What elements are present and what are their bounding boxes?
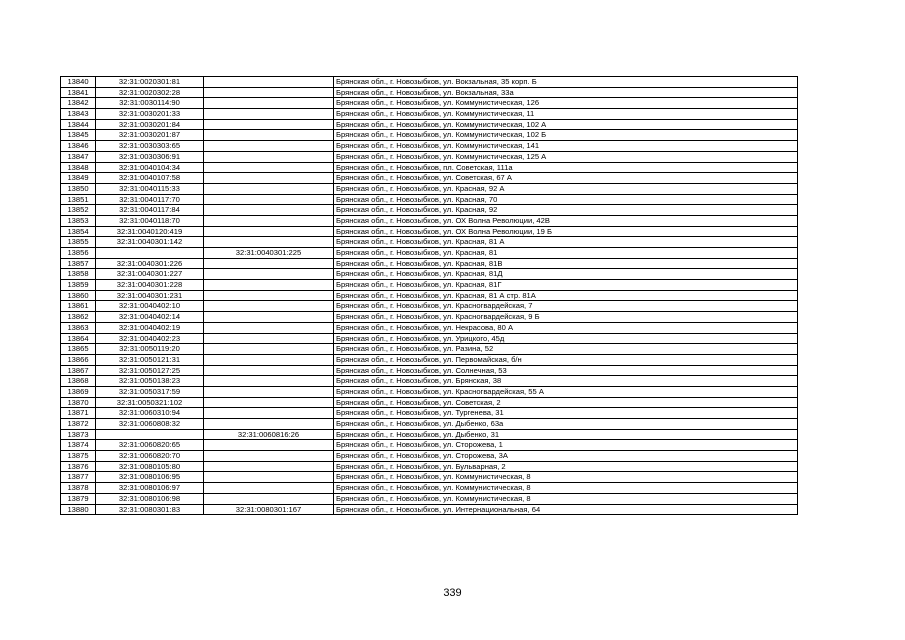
table-row <box>61 483 798 494</box>
building-cadastral-number-cell <box>204 183 334 194</box>
cadastral-number-cell: 32:31:0020301:81 <box>96 77 204 88</box>
row-number-cell: 13869 <box>61 386 96 397</box>
building-cadastral-number-cell <box>204 151 334 162</box>
building-cadastral-number-cell <box>204 87 334 98</box>
cadastral-number-cell: 32:31:0050127:25 <box>96 365 204 376</box>
building-cadastral-number-cell <box>204 354 334 365</box>
table-row <box>61 269 798 280</box>
building-cadastral-number-cell <box>204 237 334 248</box>
row-number-cell: 13878 <box>61 483 96 494</box>
table-row <box>61 141 798 152</box>
cadastral-number-cell: 32:31:0040120:419 <box>96 226 204 237</box>
row-number-cell: 13848 <box>61 162 96 173</box>
address-cell: Брянская обл., г. Новозыбков, ул. Коммунистическая, 125 А <box>334 151 798 162</box>
row-number-cell: 13876 <box>61 461 96 472</box>
table-row <box>61 440 798 451</box>
cadastral-number-cell: 32:31:0040104:34 <box>96 162 204 173</box>
address-cell: Брянская обл., г. Новозыбков, ул. Красногвардейская, 55 А <box>334 386 798 397</box>
building-cadastral-number-cell <box>204 461 334 472</box>
building-cadastral-number-cell <box>204 130 334 141</box>
address-cell: Брянская обл., г. Новозыбков, ул. Коммунистическая, 126 <box>334 98 798 109</box>
address-cell: Брянская обл., г. Новозыбков, ул. Красногвардейская, 9 Б <box>334 312 798 323</box>
row-number-cell: 13851 <box>61 194 96 205</box>
row-number-cell: 13855 <box>61 237 96 248</box>
row-number-cell: 13843 <box>61 109 96 120</box>
address-cell: Брянская обл., г. Новозыбков, ул. Коммунистическая, 141 <box>334 141 798 152</box>
table-row <box>61 344 798 355</box>
address-cell: Брянская обл., г. Новозыбков, ул. Вокзальная, 35 корп. Б <box>334 77 798 88</box>
address-cell: Брянская обл., г. Новозыбков, ул. Тургенева, 31 <box>334 408 798 419</box>
table-row <box>61 504 798 515</box>
table-row <box>61 173 798 184</box>
cadastral-number-cell: 32:31:0040115:33 <box>96 183 204 194</box>
building-cadastral-number-cell <box>204 205 334 216</box>
cadastral-number-cell: 32:31:0080106:97 <box>96 483 204 494</box>
address-cell: Брянская обл., г. Новозыбков, ул. Красная, 81Д <box>334 269 798 280</box>
row-number-cell: 13853 <box>61 215 96 226</box>
building-cadastral-number-cell <box>204 215 334 226</box>
table-row <box>61 226 798 237</box>
cadastral-number-cell: 32:31:0050317:59 <box>96 386 204 397</box>
page-number: 339 <box>443 587 462 599</box>
row-number-cell: 13868 <box>61 376 96 387</box>
cadastral-number-cell: 32:31:0080105:80 <box>96 461 204 472</box>
cadastral-number-cell: 32:31:0030201:87 <box>96 130 204 141</box>
table-row <box>61 461 798 472</box>
building-cadastral-number-cell <box>204 344 334 355</box>
row-number-cell: 13854 <box>61 226 96 237</box>
table-row <box>61 322 798 333</box>
table-row <box>61 77 798 88</box>
cadastral-number-cell: 32:31:0040301:227 <box>96 269 204 280</box>
address-cell: Брянская обл., г. Новозыбков, ул. Сторожева, 1 <box>334 440 798 451</box>
cadastral-number-cell: 32:31:0040301:142 <box>96 237 204 248</box>
table-row <box>61 376 798 387</box>
cadastral-number-cell: 32:31:0050138:23 <box>96 376 204 387</box>
building-cadastral-number-cell: 32:31:0060816:26 <box>204 429 334 440</box>
row-number-cell: 13844 <box>61 119 96 130</box>
row-number-cell: 13850 <box>61 183 96 194</box>
cadastral-number-cell: 32:31:0030201:33 <box>96 109 204 120</box>
address-cell: Брянская обл., г. Новозыбков, ул. Первомайская, б/н <box>334 354 798 365</box>
table-row <box>61 301 798 312</box>
registry-table-body <box>61 77 798 515</box>
table-row <box>61 151 798 162</box>
building-cadastral-number-cell <box>204 312 334 323</box>
cadastral-number-cell: 32:31:0030201:84 <box>96 119 204 130</box>
building-cadastral-number-cell <box>204 162 334 173</box>
row-number-cell: 13847 <box>61 151 96 162</box>
row-number-cell: 13845 <box>61 130 96 141</box>
cadastral-number-cell: 32:31:0050321:102 <box>96 397 204 408</box>
table-row <box>61 162 798 173</box>
address-cell: Брянская обл., г. Новозыбков, ул. Интернациональная, 64 <box>334 504 798 515</box>
table-row <box>61 429 798 440</box>
address-cell: Брянская обл., г. Новозыбков, ул. Бульварная, 2 <box>334 461 798 472</box>
row-number-cell: 13867 <box>61 365 96 376</box>
row-number-cell: 13879 <box>61 493 96 504</box>
address-cell: Брянская обл., г. Новозыбков, ул. Дыбенко, 63а <box>334 419 798 430</box>
table-row <box>61 290 798 301</box>
address-cell: Брянская обл., г. Новозыбков, ул. Коммунистическая, 8 <box>334 483 798 494</box>
row-number-cell: 13866 <box>61 354 96 365</box>
building-cadastral-number-cell <box>204 173 334 184</box>
cadastral-number-cell: 32:31:0040117:84 <box>96 205 204 216</box>
property-registry-table <box>60 76 798 515</box>
address-cell: Брянская обл., г. Новозыбков, ул. Красная, 70 <box>334 194 798 205</box>
row-number-cell: 13860 <box>61 290 96 301</box>
building-cadastral-number-cell <box>204 419 334 430</box>
row-number-cell: 13870 <box>61 397 96 408</box>
address-cell: Брянская обл., г. Новозыбков, ул. ОХ Волна Революции, 42В <box>334 215 798 226</box>
table-row <box>61 248 798 259</box>
building-cadastral-number-cell <box>204 194 334 205</box>
building-cadastral-number-cell <box>204 365 334 376</box>
row-number-cell: 13842 <box>61 98 96 109</box>
cadastral-number-cell: 32:31:0050121:31 <box>96 354 204 365</box>
row-number-cell: 13875 <box>61 451 96 462</box>
building-cadastral-number-cell <box>204 290 334 301</box>
row-number-cell: 13874 <box>61 440 96 451</box>
building-cadastral-number-cell <box>204 280 334 291</box>
cadastral-number-cell: 32:31:0020302:28 <box>96 87 204 98</box>
address-cell: Брянская обл., г. Новозыбков, ул. Дыбенко, 31 <box>334 429 798 440</box>
table-row <box>61 472 798 483</box>
cadastral-number-cell: 32:31:0040402:19 <box>96 322 204 333</box>
table-row <box>61 397 798 408</box>
table-row <box>61 109 798 120</box>
cadastral-number-cell: 32:31:0040118:70 <box>96 215 204 226</box>
cadastral-number-cell: 32:31:0040301:228 <box>96 280 204 291</box>
address-cell: Брянская обл., г. Новозыбков, ул. Разина, 52 <box>334 344 798 355</box>
row-number-cell: 13877 <box>61 472 96 483</box>
table-row <box>61 280 798 291</box>
table-row <box>61 312 798 323</box>
address-cell: Брянская обл., г. Новозыбков, ул. Красная, 81 А <box>334 237 798 248</box>
building-cadastral-number-cell <box>204 451 334 462</box>
address-cell: Брянская обл., г. Новозыбков, ул. Коммунистическая, 8 <box>334 493 798 504</box>
row-number-cell: 13873 <box>61 429 96 440</box>
row-number-cell: 13880 <box>61 504 96 515</box>
cadastral-number-cell: 32:31:0060820:70 <box>96 451 204 462</box>
building-cadastral-number-cell <box>204 472 334 483</box>
address-cell: Брянская обл., г. Новозыбков, ул. ОХ Волна Революции, 19 Б <box>334 226 798 237</box>
cadastral-number-cell: 32:31:0060820:65 <box>96 440 204 451</box>
cadastral-number-cell <box>96 248 204 259</box>
address-cell: Брянская обл., г. Новозыбков, ул. Советская, 2 <box>334 397 798 408</box>
building-cadastral-number-cell <box>204 269 334 280</box>
building-cadastral-number-cell <box>204 226 334 237</box>
cadastral-number-cell: 32:31:0040107:58 <box>96 173 204 184</box>
building-cadastral-number-cell: 32:31:0080301:167 <box>204 504 334 515</box>
table-row <box>61 215 798 226</box>
row-number-cell: 13840 <box>61 77 96 88</box>
address-cell: Брянская обл., г. Новозыбков, ул. Коммунистическая, 102 Б <box>334 130 798 141</box>
building-cadastral-number-cell <box>204 397 334 408</box>
table-row <box>61 365 798 376</box>
address-cell: Брянская обл., г. Новозыбков, ул. Красная, 81 <box>334 248 798 259</box>
address-cell: Брянская обл., г. Новозыбков, ул. Сторожева, 3А <box>334 451 798 462</box>
address-cell: Брянская обл., г. Новозыбков, ул. Солнечная, 53 <box>334 365 798 376</box>
row-number-cell: 13846 <box>61 141 96 152</box>
table-row <box>61 333 798 344</box>
address-cell: Брянская обл., г. Новозыбков, ул. Коммунистическая, 102 А <box>334 119 798 130</box>
cadastral-number-cell: 32:31:0080106:95 <box>96 472 204 483</box>
row-number-cell: 13849 <box>61 173 96 184</box>
row-number-cell: 13865 <box>61 344 96 355</box>
row-number-cell: 13861 <box>61 301 96 312</box>
table-row <box>61 119 798 130</box>
row-number-cell: 13863 <box>61 322 96 333</box>
building-cadastral-number-cell <box>204 483 334 494</box>
row-number-cell: 13857 <box>61 258 96 269</box>
address-cell: Брянская обл., г. Новозыбков, ул. Коммунистическая, 11 <box>334 109 798 120</box>
table-row <box>61 237 798 248</box>
table-row <box>61 451 798 462</box>
cadastral-number-cell: 32:31:0080301:83 <box>96 504 204 515</box>
cadastral-number-cell: 32:31:0040117:70 <box>96 194 204 205</box>
cadastral-number-cell: 32:31:0030306:91 <box>96 151 204 162</box>
building-cadastral-number-cell <box>204 77 334 88</box>
row-number-cell: 13864 <box>61 333 96 344</box>
address-cell: Брянская обл., г. Новозыбков, ул. Урицкого, 45д <box>334 333 798 344</box>
building-cadastral-number-cell <box>204 109 334 120</box>
address-cell: Брянская обл., г. Новозыбков, пл. Советская, 111а <box>334 162 798 173</box>
cadastral-number-cell: 32:31:0030114:90 <box>96 98 204 109</box>
address-cell: Брянская обл., г. Новозыбков, ул. Красная, 92 <box>334 205 798 216</box>
row-number-cell: 13841 <box>61 87 96 98</box>
building-cadastral-number-cell <box>204 493 334 504</box>
table-row <box>61 98 798 109</box>
address-cell: Брянская обл., г. Новозыбков, ул. Красная, 92 А <box>334 183 798 194</box>
table-row <box>61 194 798 205</box>
cadastral-number-cell: 32:31:0040402:10 <box>96 301 204 312</box>
building-cadastral-number-cell: 32:31:0040301:225 <box>204 248 334 259</box>
address-cell: Брянская обл., г. Новозыбков, ул. Брянская, 38 <box>334 376 798 387</box>
table-row <box>61 87 798 98</box>
cadastral-number-cell: 32:31:0060808:32 <box>96 419 204 430</box>
cadastral-number-cell: 32:31:0030303:65 <box>96 141 204 152</box>
row-number-cell: 13859 <box>61 280 96 291</box>
building-cadastral-number-cell <box>204 258 334 269</box>
building-cadastral-number-cell <box>204 301 334 312</box>
cadastral-number-cell: 32:31:0040402:23 <box>96 333 204 344</box>
table-row <box>61 130 798 141</box>
cadastral-number-cell: 32:31:0060310:94 <box>96 408 204 419</box>
row-number-cell: 13871 <box>61 408 96 419</box>
address-cell: Брянская обл., г. Новозыбков, ул. Некрасова, 80 А <box>334 322 798 333</box>
table-row <box>61 183 798 194</box>
address-cell: Брянская обл., г. Новозыбков, ул. Вокзальная, 33а <box>334 87 798 98</box>
address-cell: Брянская обл., г. Новозыбков, ул. Красная, 81В <box>334 258 798 269</box>
address-cell: Брянская обл., г. Новозыбков, ул. Коммунистическая, 8 <box>334 472 798 483</box>
building-cadastral-number-cell <box>204 440 334 451</box>
cadastral-number-cell <box>96 429 204 440</box>
cadastral-number-cell: 32:31:0040402:14 <box>96 312 204 323</box>
address-cell: Брянская обл., г. Новозыбков, ул. Советская, 67 А <box>334 173 798 184</box>
building-cadastral-number-cell <box>204 98 334 109</box>
table-row <box>61 493 798 504</box>
table-row <box>61 258 798 269</box>
table-row <box>61 386 798 397</box>
building-cadastral-number-cell <box>204 376 334 387</box>
cadastral-number-cell: 32:31:0050119:20 <box>96 344 204 355</box>
address-cell: Брянская обл., г. Новозыбков, ул. Красная, 81 А стр. 81А <box>334 290 798 301</box>
building-cadastral-number-cell <box>204 333 334 344</box>
building-cadastral-number-cell <box>204 386 334 397</box>
cadastral-number-cell: 32:31:0040301:231 <box>96 290 204 301</box>
table-row <box>61 419 798 430</box>
building-cadastral-number-cell <box>204 408 334 419</box>
building-cadastral-number-cell <box>204 119 334 130</box>
row-number-cell: 13872 <box>61 419 96 430</box>
cadastral-number-cell: 32:31:0040301:226 <box>96 258 204 269</box>
building-cadastral-number-cell <box>204 141 334 152</box>
building-cadastral-number-cell <box>204 322 334 333</box>
address-cell: Брянская обл., г. Новозыбков, ул. Красногвардейская, 7 <box>334 301 798 312</box>
row-number-cell: 13856 <box>61 248 96 259</box>
cadastral-number-cell: 32:31:0080106:98 <box>96 493 204 504</box>
row-number-cell: 13852 <box>61 205 96 216</box>
table-row <box>61 354 798 365</box>
table-row <box>61 205 798 216</box>
table-row <box>61 408 798 419</box>
row-number-cell: 13862 <box>61 312 96 323</box>
row-number-cell: 13858 <box>61 269 96 280</box>
address-cell: Брянская обл., г. Новозыбков, ул. Красная, 81Г <box>334 280 798 291</box>
